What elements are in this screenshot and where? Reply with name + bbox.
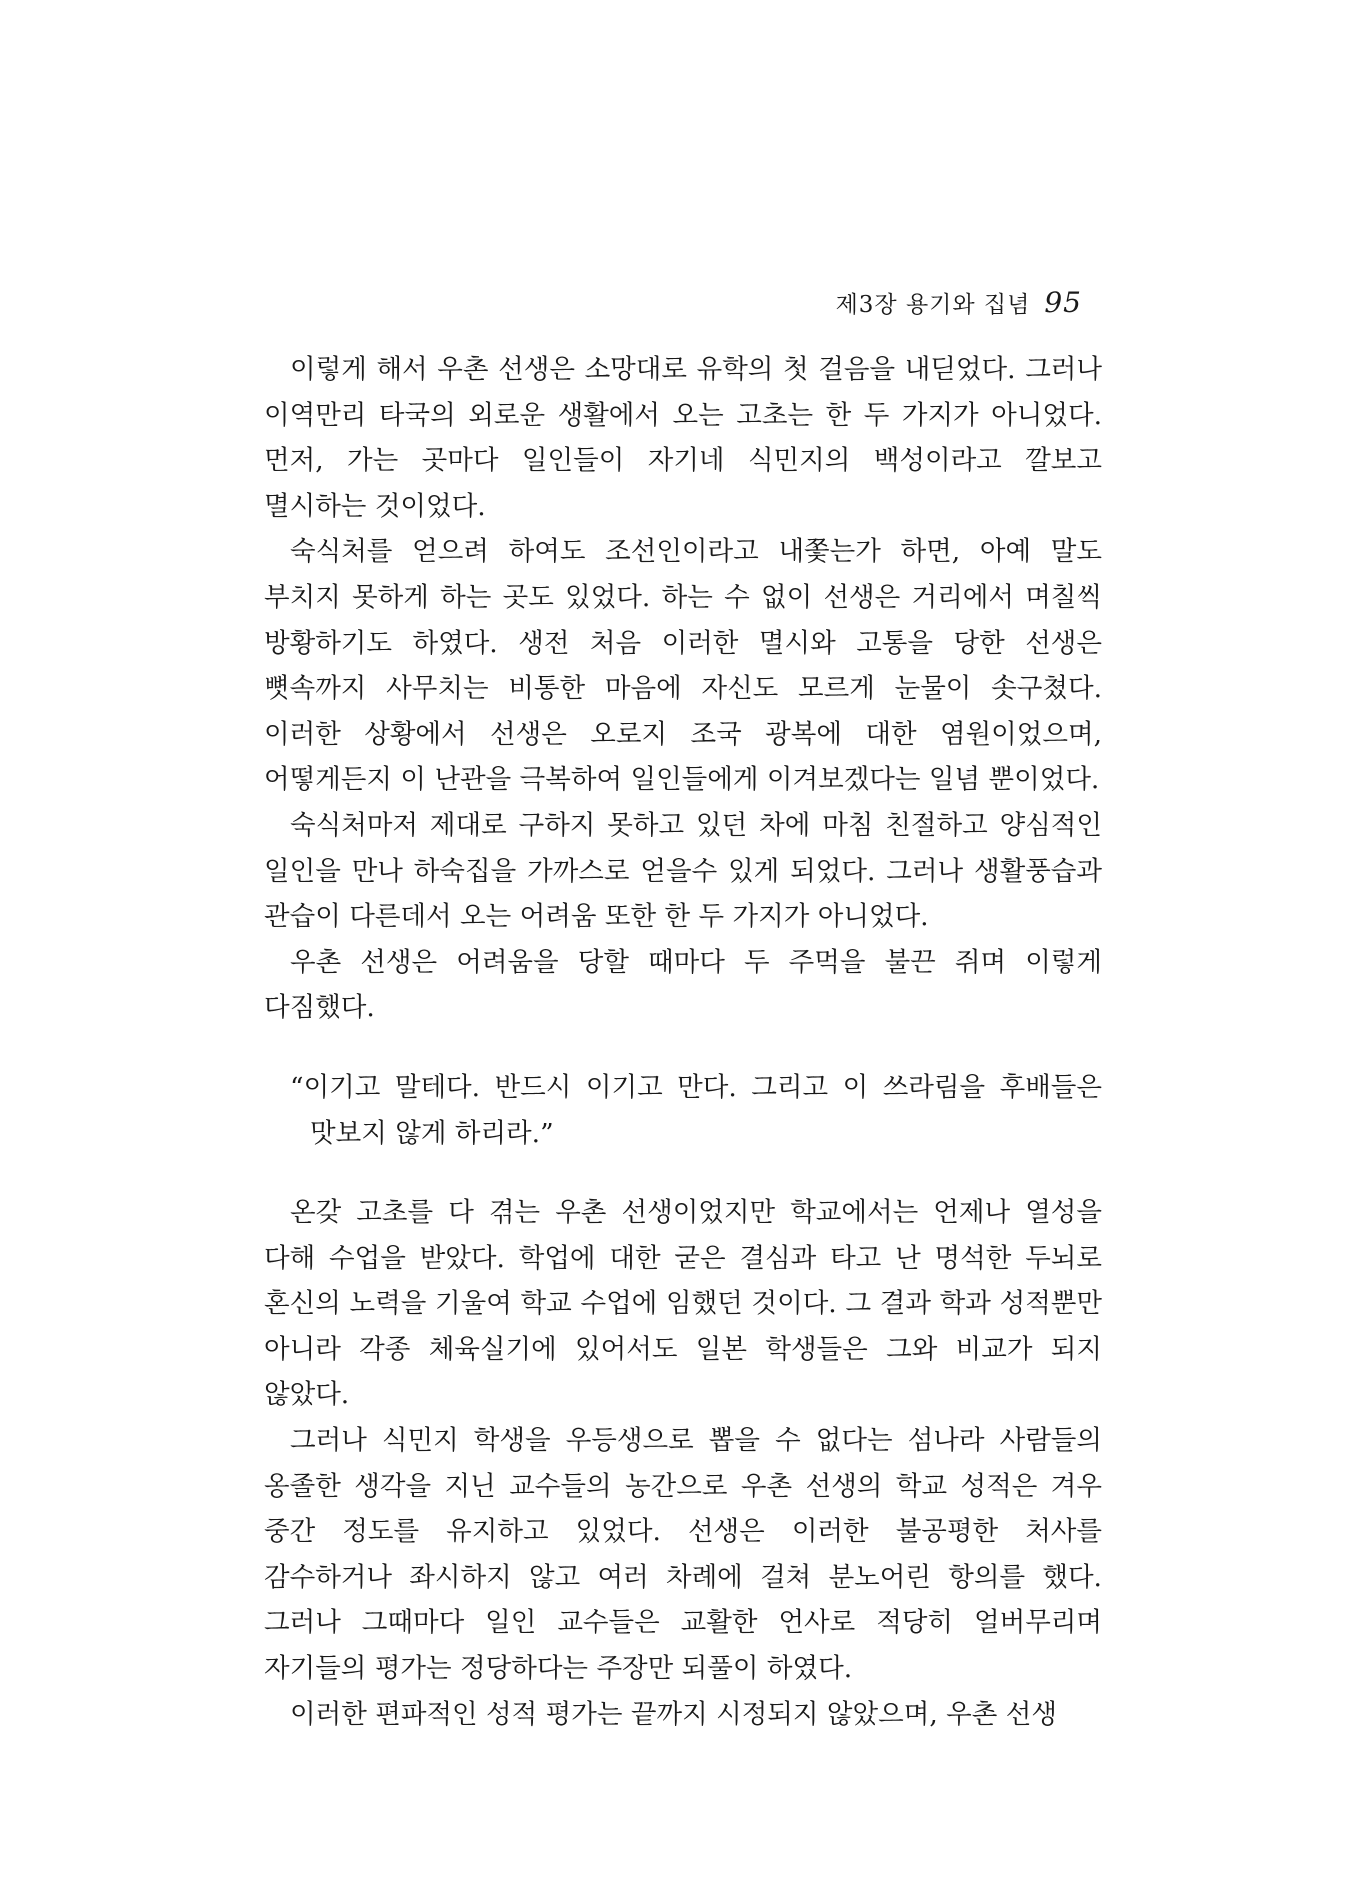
block-quote [290,1065,1102,1156]
quote-open-mark: “ [290,1071,304,1103]
paragraph: 숙식처마저 제대로 구하지 못하고 있던 차에 마침 친절하고 양심적인 일인을 만나 하숙집을 가까스로 얻을수 있게 되었다. 그러나 생활풍습과 관습이 다른데서 오는 어려움 또한 한 두 가지가 아니었다. [264,809,1102,933]
paragraph: 온갖 고초를 다 겪는 우촌 선생이었지만 학교에서는 언제나 열성을 다해 수업을 받았다. 학업에 대한 굳은 결심과 타고 난 명석한 두뇌로 혼신의 노력을 기울여 학교 수업에 임했던 것이다. 그 결과 학과 성적뿐만 아니라 각종 체육실기에 있어서도 일본 학생들은 그와 비교가 되지 않았다. [264,1197,1102,1411]
paragraph: 숙식처를 얻으려 하여도 조선인이라고 내쫓는가 하면, 아예 말도 부치지 못하게 하는 곳도 있었다. 하는 수 없이 선생은 거리에서 며칠씩 방황하기도 하였다. 생전 처음 이러한 멸시와 고통을 당한 선생은 뼛속까지 사무치는 비통한 마음에 자신도 모르게 눈물이 솟구쳤다. 이러한 상황에서 선생은 오로지 조국 광복에 대한 염원이었으며, 어떻게든지 이 난관을 극복하여 일인들에게 이겨보겠다는 일념 뿐이었다. [264,536,1102,796]
page-number: 95 [1044,286,1082,319]
running-header [836,286,1082,319]
quote-text: 이기고 말테다. 반드시 이기고 만다. 그리고 이 쓰라림을 후배들은 맛보지 않게 하리라. [303,1071,1102,1149]
body-text [264,347,1102,1737]
paragraph: 우촌 선생은 어려움을 당할 때마다 두 주먹을 불끈 쥐며 이렇게 다짐했다. [264,946,1102,1024]
chapter-title: 제3장 용기와 집념 [835,292,1031,318]
quote-close-mark: ” [540,1117,554,1149]
paragraph: 이렇게 해서 우촌 선생은 소망대로 유학의 첫 걸음을 내딛었다. 그러나 이역만리 타국의 외로운 생활에서 오는 고초는 한 두 가지가 아니었다. 먼저, 가는 곳마다 일인들이 자기네 식민지의 백성이라고 깔보고 멸시하는 것이었다. [264,354,1102,522]
paragraph: 그러나 식민지 학생을 우등생으로 뽑을 수 없다는 섬나라 사람들의 옹졸한 생각을 지닌 교수들의 농간으로 우촌 선생의 학교 성적은 겨우 중간 정도를 유지하고 있었다. 선생은 이러한 불공평한 처사를 감수하거나 좌시하지 않고 여러 차례에 걸쳐 분노어린 항의를 했다. 그러나 그때마다 일인 교수들은 교활한 언사로 적당히 얼버무리며 자기들의 평가는 정당하다는 주장만 되풀이 하였다. [264,1425,1102,1685]
paragraph: 이러한 편파적인 성적 평가는 끝까지 시정되지 않았으며, 우촌 선생 [290,1698,1057,1730]
